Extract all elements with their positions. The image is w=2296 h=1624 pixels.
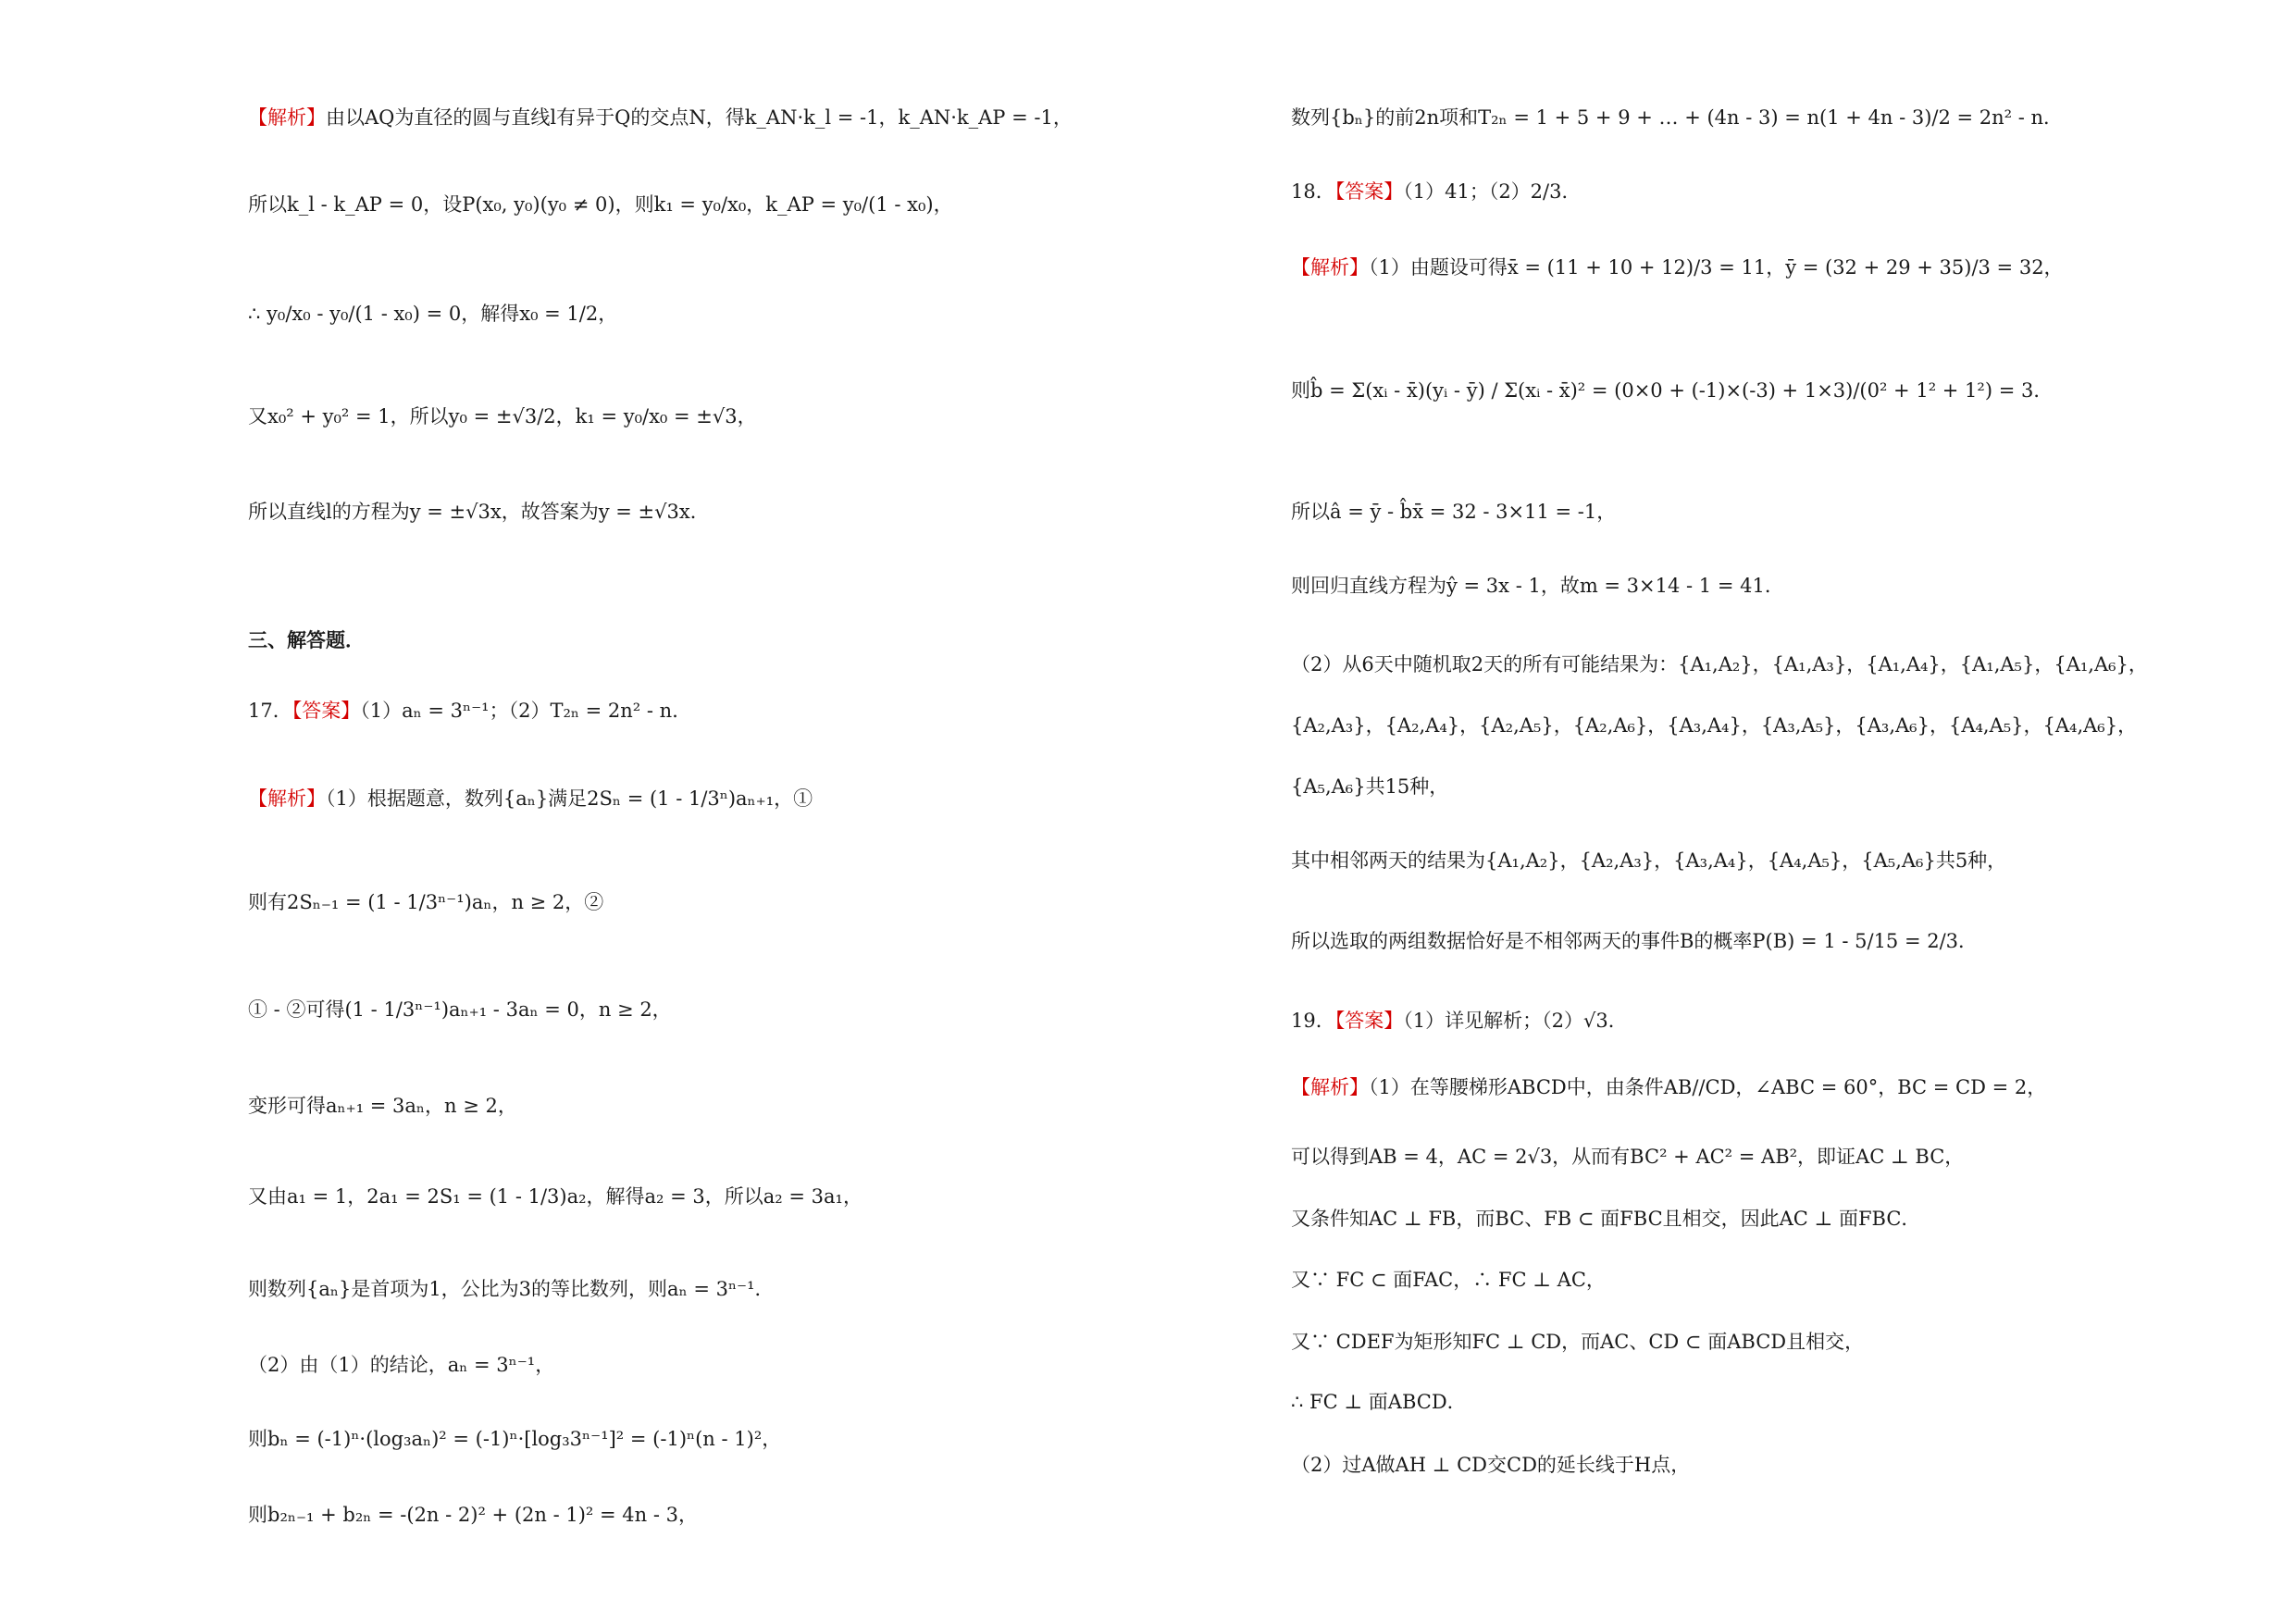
left-line-15 (248, 1425, 781, 1453)
answer-tag: 【答案】 (1334, 1010, 1404, 1032)
line-text: （1）41；（2）2/3． (1403, 180, 1582, 203)
line-text: （2）由（1）的结论，aₙ = 3ⁿ⁻¹， (248, 1354, 555, 1376)
line-text: （2）过A做AH ⊥ CD交CD的延长线于H点， (1291, 1454, 1691, 1476)
line-text: 则bₙ = (-1)ⁿ·(log₃aₙ)² = (-1)ⁿ·[log₃3ⁿ⁻¹]² = (-1)ⁿ(n - 1)²， (248, 1428, 782, 1450)
line-text: 变形可得aₙ₊₁ = 3aₙ，n ≥ 2， (248, 1095, 517, 1117)
line-text: 则有2Sₙ₋₁ = (1 - 1/3ⁿ⁻¹)aₙ，n ≥ 2，② (248, 891, 604, 913)
line-text: 又由a₁ = 1，2a₁ = 2S₁ = (1 - 1/3)a₂，解得a₂ = 3，所以a₂ = 3a₁， (248, 1185, 863, 1208)
line-text: （2）从6天中随机取2天的所有可能结果为：{A₁,A₂}，{A₁,A₃}，{A₁,A₄}，{A₁,A₅}，{A₁,A₆}， (1291, 653, 2148, 676)
answer-tag: 【答案】 (292, 700, 361, 722)
left-line-11 (248, 1092, 517, 1120)
heading-text: 三、解答题． (248, 628, 365, 651)
line-text: 数列{bₙ}的前2n项和T₂ₙ = 1 + 5 + 9 + … + (4n - 3) = n(1 + 4n - 3)/2 = 2n² - n． (1291, 106, 2064, 129)
line-text: 又x₀² + y₀² = 1，所以y₀ = ±√3/2，k₁ = y₀/x₀ = ±√3， (248, 405, 757, 428)
left-line-1 (248, 104, 1073, 131)
right-line-9 (1291, 773, 1448, 800)
left-line-16 (248, 1501, 698, 1529)
line-text: 所以选取的两组数据恰好是不相邻两天的事件B的概率P(B) = 1 - 5/15 = 2/3． (1291, 930, 1979, 952)
analysis-tag: 【解析】 (1291, 256, 1369, 279)
right-line-18 (1291, 1388, 1467, 1416)
left-line-9 (248, 888, 603, 916)
answer-tag: 【答案】 (1334, 180, 1404, 203)
line-text: 所以â = ȳ - b̂x̄ = 32 - 3×11 = -1， (1291, 501, 1617, 523)
right-line-1 (1291, 104, 2063, 131)
right-line-11 (1291, 927, 1978, 955)
left-line-2 (248, 191, 953, 218)
right-line-8 (1291, 712, 2137, 739)
right-line-7 (1291, 651, 2148, 678)
line-text: 则回归直线方程为ŷ = 3x - 1，故m = 3×14 - 1 = 41． (1291, 575, 1784, 597)
left-line-10 (248, 996, 672, 1023)
question-number: 18． (1291, 180, 1335, 203)
right-line-10 (1291, 847, 2006, 874)
line-text: ∴ FC ⊥ 面ABCD． (1291, 1391, 1467, 1413)
line-text: ∴ y₀/x₀ - y₀/(1 - x₀) = 0，解得x₀ = 1/2， (248, 303, 618, 325)
right-line-12 (1291, 1007, 1628, 1035)
line-text: 则数列{aₙ}是首项为1，公比为3的等比数列，则aₙ = 3ⁿ⁻¹． (248, 1278, 775, 1300)
question-number: 19． (1291, 1010, 1335, 1032)
line-text: 可以得到AB = 4，AC = 2√3，从而有BC² + AC² = AB²，即证AC ⊥ BC， (1291, 1146, 1965, 1168)
right-line-19 (1291, 1451, 1690, 1479)
left-line-5 (248, 498, 710, 526)
right-line-3 (1291, 254, 2064, 281)
analysis-tag: 【解析】 (248, 787, 326, 810)
line-text: 所以k_l - k_AP = 0，设P(x₀, y₀)(y₀ ≠ 0)，则k₁ = y₀/x₀，k_AP = y₀/(1 - x₀)， (248, 193, 953, 216)
line-text: （1）详见解析；（2）√3． (1403, 1010, 1628, 1032)
analysis-tag: 【解析】 (248, 106, 326, 129)
line-text: （1）aₙ = 3ⁿ⁻¹；（2）T₂ₙ = 2n² - n． (360, 700, 692, 722)
right-line-14 (1291, 1143, 1964, 1171)
left-line-8 (248, 785, 813, 812)
left-line-4 (248, 403, 757, 430)
right-line-4 (1291, 377, 2053, 404)
right-line-2 (1291, 178, 1581, 205)
line-text: 又∵ FC ⊂ 面FAC，∴ FC ⊥ AC， (1291, 1269, 1606, 1291)
line-text: 所以直线l的方程为y = ±√3x，故答案为y = ±√3x． (248, 501, 710, 523)
question-number: 17． (248, 700, 292, 722)
right-line-13 (1291, 1073, 2046, 1101)
line-text: 则b̂ = Σ(xᵢ - x̄)(yᵢ - ȳ) / Σ(xᵢ - x̄)² = (0×0 + (-1)×(-3) + 1×3)/(0² + 1² + 1²) = 3． (1291, 379, 2054, 402)
left-line-7 (248, 697, 691, 725)
line-text: ① - ②可得(1 - 1/3ⁿ⁻¹)aₙ₊₁ - 3aₙ = 0，n ≥ 2， (248, 998, 672, 1021)
line-text: （1）在等腰梯形ABCD中，由条件AB//CD，∠ABC = 60°，BC = CD = 2， (1369, 1076, 2047, 1098)
section-heading (248, 626, 365, 654)
left-line-13 (248, 1275, 775, 1303)
line-text: 又∵ CDEF为矩形知FC ⊥ CD，而AC、CD ⊂ 面ABCD且相交， (1291, 1331, 1865, 1353)
line-text: 又条件知AC ⊥ FB，而BC、FB ⊂ 面FBC且相交，因此AC ⊥ 面FBC． (1291, 1208, 1921, 1230)
right-line-15 (1291, 1205, 1920, 1233)
left-line-14 (248, 1351, 554, 1379)
left-line-12 (248, 1183, 863, 1210)
line-text: {A₅,A₆}共15种， (1291, 775, 1449, 798)
line-text: 则b₂ₙ₋₁ + b₂ₙ = -(2n - 2)² + (2n - 1)² = 4n - 3， (248, 1504, 698, 1526)
line-text: 其中相邻两天的结果为{A₁,A₂}，{A₂,A₃}，{A₃,A₄}，{A₄,A₅}，{A₅,A₆}共5种， (1291, 849, 2007, 872)
right-line-5 (1291, 498, 1616, 526)
right-line-16 (1291, 1266, 1606, 1294)
line-text: 由以AQ为直径的圆与直线l有异于Q的交点N，得k_AN·k_l = -1，k_AN·k_AP = -1， (326, 106, 1073, 129)
line-text: （1）由题设可得x̄ = (11 + 10 + 12)/3 = 11，ȳ = (32 + 29 + 35)/3 = 32， (1369, 256, 2064, 279)
line-text: （1）根据题意，数列{aₙ}满足2Sₙ = (1 - 1/3ⁿ)aₙ₊₁，① (326, 787, 813, 810)
line-text: {A₂,A₃}，{A₂,A₄}，{A₂,A₅}，{A₂,A₆}，{A₃,A₄}，{A₃,A₅}，{A₃,A₆}，{A₄,A₅}，{A₄,A₆}， (1291, 714, 2138, 737)
right-line-6 (1291, 572, 1784, 600)
right-line-17 (1291, 1328, 1864, 1356)
left-line-3 (248, 300, 617, 328)
analysis-tag: 【解析】 (1291, 1076, 1369, 1098)
